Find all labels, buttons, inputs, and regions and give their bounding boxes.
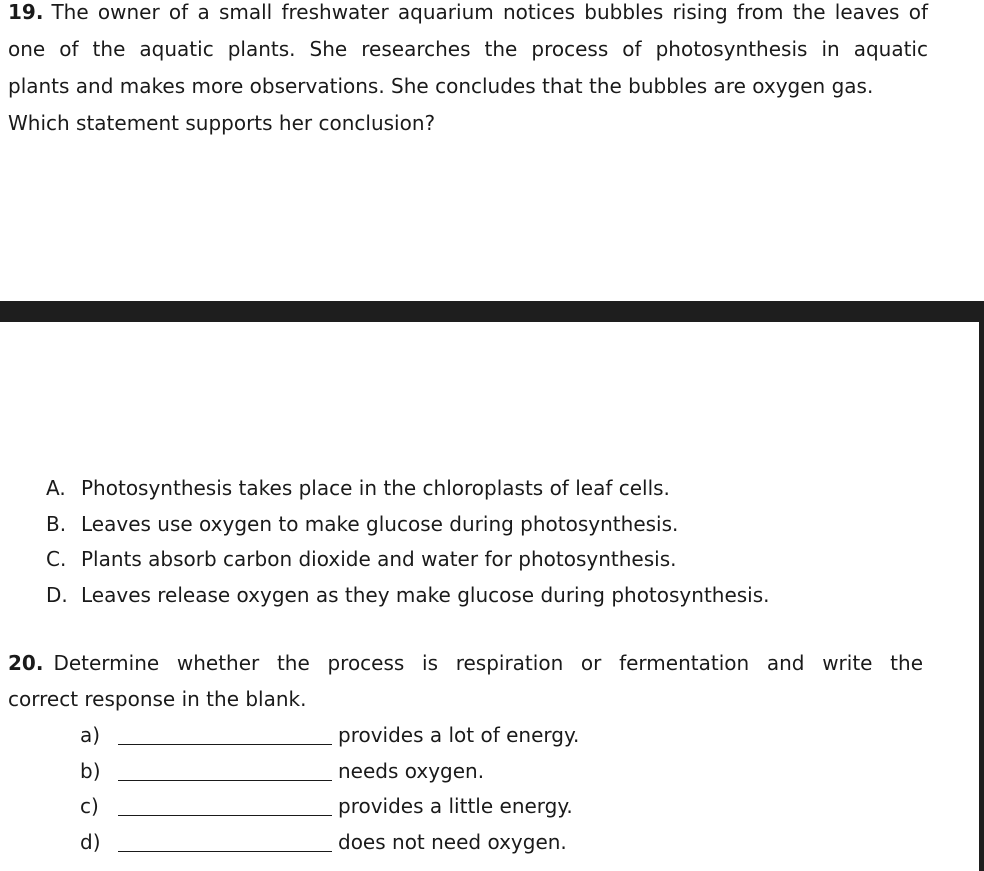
choice-a[interactable] (46, 471, 770, 507)
choice-text: Plants absorb carbon dioxide and water for photosynthesis. (81, 547, 677, 571)
question-19-line-3: plants and makes more observations. She concludes that the bubbles are oxygen gas. (8, 74, 874, 98)
question-19-line-4: Which statement supports her conclusion? (8, 111, 436, 135)
question-19 (8, 0, 928, 142)
divider-bar (0, 301, 984, 322)
answer-blank-a[interactable] (118, 722, 332, 745)
question-20 (8, 646, 923, 717)
question-20-number: 20. (8, 651, 44, 675)
choice-letter: D. (46, 582, 68, 607)
blank-item-b (80, 754, 579, 790)
choice-letter: C. (46, 547, 67, 571)
question-19-text-1: The owner of a small freshwater aquarium notices bubbles rising from the leaves of (51, 0, 928, 24)
blank-text: provides a little energy. (338, 794, 573, 818)
answer-blank-b[interactable] (118, 758, 332, 781)
question-19-line-2: one of the aquatic plants. She researches the process of photosynthesis in aquatic (8, 37, 928, 61)
question-20-line-1 (8, 646, 923, 682)
question-19-line-1 (8, 0, 928, 31)
choice-text: Leaves release oxygen as they make glucose during photosynthesis. (81, 582, 770, 607)
answer-blank-c[interactable] (118, 793, 332, 816)
blank-text: needs oxygen. (338, 758, 485, 783)
choice-letter: B. (46, 511, 67, 536)
question-20-text-1: Determine whether the process is respiration or fermentation and write the (53, 651, 923, 675)
choice-d[interactable] (46, 578, 770, 614)
fill-in-blanks (80, 718, 579, 860)
right-edge-border (979, 322, 984, 871)
blank-label: b) (80, 758, 101, 783)
blank-label: c) (80, 794, 99, 818)
blank-item-c (80, 789, 579, 825)
question-19-number: 19. (8, 0, 44, 24)
choice-text: Leaves use oxygen to make glucose during photosynthesis. (81, 511, 679, 536)
blank-item-a (80, 718, 579, 754)
answer-blank-d[interactable] (118, 829, 332, 852)
choice-letter: A. (46, 476, 66, 500)
blank-text: provides a lot of energy. (338, 723, 580, 747)
blank-text: does not need oxygen. (338, 829, 567, 854)
blank-item-d (80, 825, 579, 861)
question-20-line-2: correct response in the blank. (8, 686, 307, 711)
blank-label: a) (80, 723, 101, 747)
choice-b[interactable] (46, 507, 770, 543)
blank-label: d) (80, 829, 101, 854)
choice-text: Photosynthesis takes place in the chloroplasts of leaf cells. (81, 476, 670, 500)
answer-choices (46, 471, 770, 613)
choice-c[interactable] (46, 542, 770, 578)
